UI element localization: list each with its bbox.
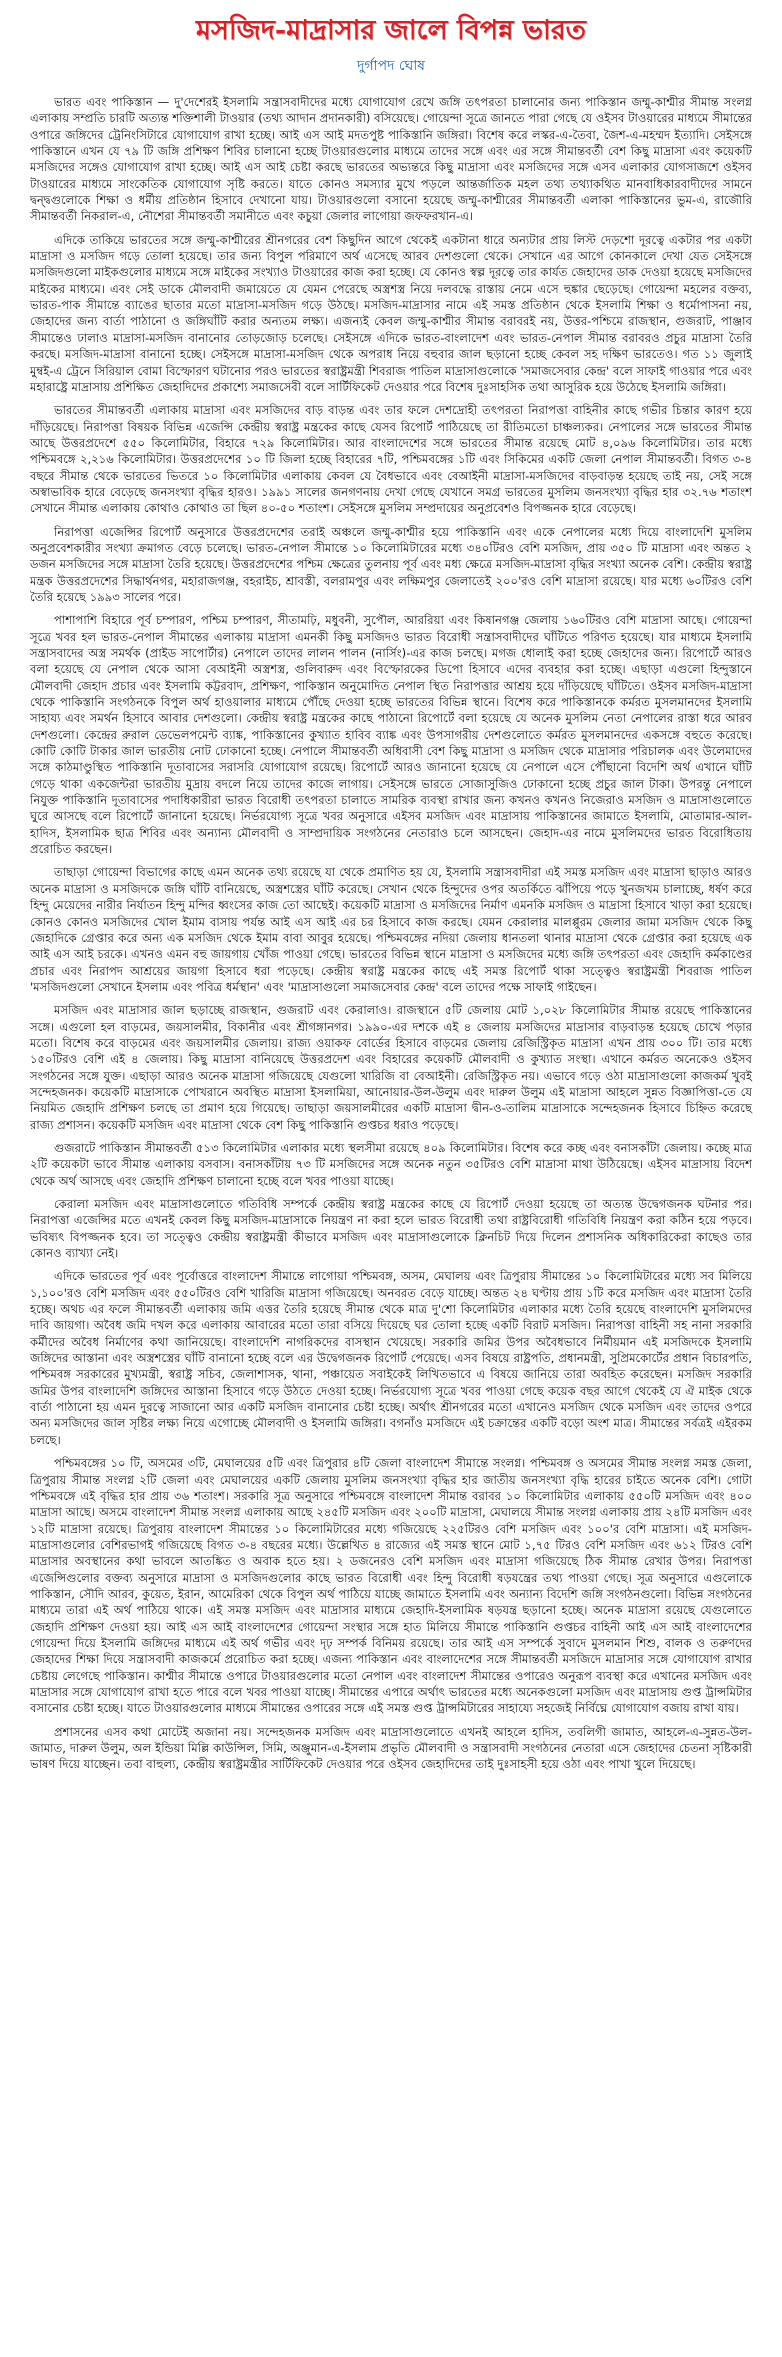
article-author: দুর্গাপদ ঘোষ: [356, 58, 425, 74]
article-paragraph: নিরাপত্তা এজেন্সির রিপোর্ট অনুসারে উত্তরপ্রদেশের তরাই অঞ্চলে জম্মু-কাশ্মীর হয়ে পাকিস্তানি এবং একে নেপালের মধ্যে দিয়ে বাংলাদেশি মুসলিম অনুপ্রবেশকারীর সংখ্যা ক্রমাগত বেড়ে চলেছে। ভারত-নেপাল সীমান্তে ১০ কিলোমিটারের মধ্যে ৩৪০টিরও বেশি মসজিদ, প্রায় ৩৫০ টি মাদ্রাসা এবং অন্তত ২ ডজন মসজিদের সঙ্গে মাদ্রাসা তৈরি হয়েছে। উত্তরপ্রদেশের পশ্চিম ক্ষেত্রের তুলনায় পূর্ব এবং মধ্য ক্ষেত্রে মসজিদ-মাদ্রাসা বৃদ্ধির সংখ্যা অনেক বেশি। কেন্দ্রীয় স্বরাষ্ট্র মন্ত্রক উত্তরপ্রদেশের সিদ্ধার্থনগর, মহারাজগঞ্জ, বহরাইচ, শ্রাবস্তী, বলরামপুর এবং লক্ষিমপুর জেলাতেই ২০০'রও বেশি মাদ্রাসা রয়েছে। যার মধ্যে ৬০টিরও বেশি তৈরি হয়েছে ১৯৯৩ সালের পরে।: [30, 524, 752, 604]
article-paragraph: তাছাড়া গোয়েন্দা বিভাগের কাছে এমন অনেক তথ্য রয়েছে যা থেকে প্রমাণিত হয় যে, ইসলামি সন্ত্রাসবাদীরা এই সমস্ত মসজিদ এবং মাদ্রাসা ছাড়াও আরও অনেক মাদ্রাসা ও মসজিদকে জঙ্গি ঘাঁটি বানিয়েছে, অস্ত্রশস্ত্রের ঘাঁটি করেছে। সেখান থেকে হিন্দুদের ওপর অতর্কিতে ঝাঁপিয়ে পড়ে খুনজখম চালাচ্ছে, ধর্ষণ করে হিন্দু মেয়েদের নারীর নির্যাতন হিন্দু মন্দির ধ্বংসের কাজ তো আছেই। কয়েকটি মাদ্রাসা ও মসজিদের নির্মাণ এমনকি মসজিদ ও মাদ্রাসা হিসাবে খাড়া করা হয়েছে। কোনও কোনও মসজিদের খোল ইমাম বাসায় পর্যন্ত আই এস আই এর চর হিসাবে কাজ করছে। যেমন কেরালার মালপ্পুরম জেলার জামা মসজিদ থেকে কিছু জেহাদিকে গ্রেপ্তার করে অন্য এক মসজিদ থেকে ইমাম বাবা আবুর হয়েছে। পশ্চিমবঙ্গের নদিয়া জেলায় ধানতলা থানার মাদ্রাসা থেকে গ্রেপ্তার করা হয়েছে এক আই এস আই চরকে। এখনও এমন বহু জায়গায় খোঁজ পাওয়া গেছে। ভারতের বিভিন্ন স্থানে মাদ্রাসা ও মসজিদের মধ্যে জঙ্গি তৎপরতা এবং জেহাদি কর্মকাণ্ডের প্রচার এবং নিরাপদ আশ্রয়ের জায়গা হিসাবে ধরা পড়েছে। কেন্দ্রীয় স্বরাষ্ট্র মন্ত্রকের কাছে এই সমস্ত রিপোর্ট থাকা সত্ত্বেও স্বরাষ্ট্রমন্ত্রী শিবরাজ পাতিল 'মসজিদগুলো সেখানে ইসলাম এবং পবিত্র ধর্মস্থান' এবং 'মাদ্রাসাগুলো সমাজসেবার কেন্দ্র' বলে তাদের পক্ষে সাফাই গাইছেন।: [30, 865, 752, 994]
article-paragraph: এদিকে তাকিয়ে ভারতের সঙ্গে জম্মু-কাশ্মীরের শ্রীনগরের বেশ কিছুদিন আগে থেকেই একটানা ধারে অন্যটার প্রায় লিস্ট দেড়শো দূরত্বে একটার পর একটা মাদ্রাসা ও মসজিদ গড়ে তোলা হয়েছে। তার জন্য বিপুল পরিমাণে অর্থ এসেছে আরব দেশগুলো থেকে। সেখানে এর আগে কোনকালে দেখা যেত সেইসঙ্গে মসজিদগুলো মাইকগুলোর মাধ্যমে সঙ্গে মাইকের সংখ্যাও টাওয়ারের কাজ করা হচ্ছে। যে কোনও স্বল্প দূরত্বে তার কার্যত জেহাদের ডাক দেওয়া হয়েছে মসজিদের মাইকের মাধ্যমে। এবং সেই ডাকে মৌলবাদী জমায়েতে যে যেমন পেরেছে অস্ত্রশস্ত্র নিয়ে দলবদ্ধে রাস্তায় নেমে এসে হুঙ্কার ছেড়েছে। গোয়েন্দা মহলের বক্তব্য, ভারত-পাক সীমান্তে ব্যাঙের ছাতার মতো মাদ্রাসা-মসজিদ গড়ে উঠছে। মসজিদ-মাদ্রাসার নামে এই সমস্ত প্রতিষ্ঠান থেকে ইসলামি শিক্ষা ও ধর্মোপাসনা নয়, জেহাদের জন্য বার্তা পাঠানো ও জঙ্গিঘাঁটি করার অন্যতম লক্ষ্য। এজন্যই কেবল জম্মু-কাশ্মীর সীমান্ত বরাবরই নয়, উত্তর-পশ্চিমে রাজস্থান, গুজরাট, পাঞ্জাব সীমান্তেও ঢালাও মাদ্রাসা-মসজিদ বানানোর তোড়জোড় চলেছে। সেইসঙ্গে এদিকে ভারত-বাংলাদেশ এবং ভারত-নেপাল সীমান্ত বরাবরও প্রচুর মাদ্রাসা তৈরি করছে। মসজিদ-মাদ্রাসা বানানো হচ্ছে। সেইসঙ্গে মাদ্রাসা-মসজিদ থেকে অপরাধ নিয়ে বহুবার জাল ছড়ানো হচ্ছে কেবল সহ দক্ষিণ ভারতেও। গত ১১ জুলাই মুম্বই-এ ট্রেনে সিরিয়াল বোমা বিস্ফোরণ ঘটানোর পরও ভারতের স্বরাষ্ট্রমন্ত্রী শিবরাজ পাতিল মাদ্রাসাগুলোকে 'সমাজসেবার কেন্দ্র' বলে সাফাই গাওয়ার পরে এবং মহারাষ্ট্রে মাদ্রাসায় প্রশিক্ষিত জেহাদিদের প্রকাশ্যে সমাজসেবী বলে সার্টিফিকেট দেওয়ার পরে বিশেষ দুঃসাহসিক তথা আসুরিক হয়ে উঠেছে ইসলামি জঙ্গিরা।: [30, 232, 752, 394]
article-headline: মসজিদ-মাদ্রাসার জালে বিপন্ন ভারত: [196, 15, 586, 46]
article-paragraph: প্রশাসনের এসব কথা মোটেই অজানা নয়। সন্দেহজনক মসজিদ এবং মাদ্রাসাগুলোতে এখনই আহলে হাদিস, তবলিগী জামাত, আহলে-এ-সুন্নত-উল-জামাত, দারুল উলুম, অল ইন্ডিয়া মিল্লি কাউন্সিল, সিমি, অঞ্জুমান-এ-ইসলাম প্রভৃতি মৌলবাদী ও সন্ত্রাসবাদী সংগঠনের নেতারা এসে জেহাদের চেতনা সৃষ্টিকারী ভাষণ দিয়ে যাচ্ছেন। তবা বাহুল্য, কেন্দ্রীয় স্বরাষ্ট্রমন্ত্রীর সার্টিফিকেট দেওয়ার পরে ওইসব জেহাদিদের তাই দুঃসাহসী হয়ে ওঠা এবং পাখা খুলে দিয়েছে।: [30, 1724, 752, 1772]
article-paragraph: গুজরাটে পাকিস্তান সীমান্তবর্তী ৫১৩ কিলোমিটার এলাকার মধ্যে স্থলসীমা রয়েছে ৪০৯ কিলোমিটার। বিশেষ করে কচ্ছ এবং বনাসকাঁটা জেলায়। কচ্ছে মাত্র ২টি কয়েকটা ভাবে সীমান্ত এলাকায় বসবাস। বনাসকাঁটায় ৭৩ টি মসজিদের সঙ্গে অনেক নতুন ৩৫টিরও বেশি মাদ্রাসা মাথা উঠিয়েছে। এইসব মাদ্রাসায় বিদেশ থেকে অর্থ আসছে এবং জেহাদি প্রশিক্ষণ চালানো হচ্ছে বলে খবর পাওয়া যাচ্ছে।: [30, 1140, 752, 1188]
article-paragraph: ভারত এবং পাকিস্তান — দু'দেশেরই ইসলামি সন্ত্রাসবাদীদের মধ্যে যোগাযোগ রেখে জঙ্গি তৎপরতা চালানোর জন্য পাকিস্তান জম্মু-কাশ্মীর সীমান্ত সংলগ্ন এলাকায় সম্প্রতি চারটি অত্যন্ত শক্তিশালী টাওয়ার (তথ্য আদান প্রদানকারী) বসিয়েছে। গোয়েন্দা সূত্রে জানতে পারা গেছে যে ওইসব টাওয়ারের মাধ্যমে সীমান্তের ওপারে জঙ্গিদের ট্রেনিংসিটারে যোগাযোগ রাখা হচ্ছে। আই এস আই মদতপুষ্ট পাকিস্তানি জঙ্গিরা। বিশেষ করে লস্কর-এ-তৈবা, জৈশ-এ-মহম্মদ ইত্যাদি। সেইসঙ্গে পাকিস্তানে এখন যে ৭৯ টি জঙ্গি প্রশিক্ষণ শিবির চালানো হচ্ছে টাওয়ারগুলোর মাধ্যমে তাদের সঙ্গে এবং এর সঙ্গে সীমান্তবর্তী বেশ কিছু মাদ্রাসা এবং কয়েকটি মসজিদের সঙ্গেও যোগাযোগ রাখা হচ্ছে। আই এস আই চেষ্টা করছে ভারতের অভ্যন্তরে কিছু মাদ্রাসা এবং মসজিদের সঙ্গে এসব এলাকার যোগসাজশে ওইসব টাওয়ারের মাধ্যমে সাংকেতিক যোগাযোগ সৃষ্টি করতে। যাতে কোনও সমস্যার মুখে পড়লে আন্তর্জাতিক মহল তথ্য তথ্যাকথিত মানবাধিকারবাদীদের সামনে দ্বন্দ্বগুলোকে শিক্ষা ও ধর্মীয় প্রতিষ্ঠান হিসাবে দেখানো যায়। টাওয়ারগুলো বসানো হয়েছে জম্মু-কাশ্মীরের সীমান্তবর্তী এলাকা পাকিস্তানের ভুম-এ, রাজৌরি সীমান্তবর্তী নিকরাল-এ, নৌশেরা সীমান্তবর্তী সমানীতে এবং কচুয়া জেলার লাগোয়া জফফরখান-এ।: [30, 95, 752, 224]
article-paragraph: পশ্চিমবঙ্গের ১০ টি, অসমের ৩টি, মেঘালয়ের ৫টি এবং ত্রিপুরার ৪টি জেলা বাংলাদেশ সীমান্তে সংলগ্ন। পশ্চিমবঙ্গ ও অসমের সীমান্ত সংলগ্ন সমস্ত জেলা, ত্রিপুরায় সীমান্ত সংলগ্ন ২টি জেলা এবং মেঘালয়ের একটি জেলায় মুসলিম জনসংখ্যা বৃদ্ধির হার জাতীয় জনসংখ্যা বৃদ্ধি হারের চাইতে অনেক বেশি। গোটা পশ্চিমবঙ্গে এই বৃদ্ধির হার প্রায় ৩৬ শতাংশ। সরকারি সূত্র অনুসারে পশ্চিমবঙ্গে বাংলাদেশ সীমান্ত বরাবর ১০ কিলোমিটার এলাকায় ৫৫০টি মসজিদ এবং ৪০০ মাদ্রাসা আছে। অসমে বাংলাদেশ সীমান্ত সংলগ্ন এলাকায় আছে ২৪৫টি মসজিদ এবং ২০০টি মাদ্রাসা, মেঘালয়ে সীমান্ত সংলগ্ন এলাকায় প্রায় ২৪টি মসজিদ এবং ১২টি মাদ্রাসা রয়েছে। ত্রিপুরায় বাংলাদেশ সীমান্তের ১০ কিলোমিটারের মধ্যে গজিয়েছে ২২৫টিরও বেশি মসজিদ এবং ১০০'র বেশি মাদ্রাসা। এই মসজিদ-মাদ্রাসাগুলোর বেশিরভাগই গজিয়েছে বিগত ৩-৪ বছরের মধ্যে। উল্লেখিত ৪ রাজ্যের এই সমস্ত স্থানে মোট ১,৭৫ টিরও বেশি মসজিদ এবং ৬১২ টিরও বেশি মাদ্রাসার অবস্থানের কথা ভাবলে আতঙ্কিত ও অবাক হতে হয়। ২ ডজনেরও বেশি মসজিদ এবং মাদ্রাসা গজিয়েছে ঠিক সীমান্ত রেখার উপর। নিরাপত্তা এজেন্সিগুলোর বক্তব্য অনুসারে মাদ্রাসা ও মসজিদগুলোর কাছে ভারত বিরোধী এবং হিন্দু বিরোধী ষড়যন্ত্রের তথ্য পাওয়া গেছে। সূত্র অনুসারে এগুলোকে পাকিস্তান, সৌদি আরব, কুয়েত, ইরান, আমেরিকা থেকে বিপুল অর্থ পাঠিয়ে যাচ্ছে জামাতে ইসলামি এবং অন্যান্য বিদেশি জঙ্গি সংগঠনগুলো। বিভিন্ন সংগঠনের মাধ্যমে তারা এই অর্থ পাঠিয়ে থাকে। এই সমস্ত মসজিদ এবং মাদ্রাসার মাধ্যমে জেহাদি-ইসলামিক ষড়যন্ত্র ছড়ানো হচ্ছে। অনেক মাদ্রাসা রয়েছে যেগুলোতে জেহাদি প্রশিক্ষণ দেওয়া হয়। আই এস আই বাংলাদেশের গোয়েন্দা সংস্থার সঙ্গে হাত মিলিয়ে সীমান্তে পাকিস্তানি গুপ্তচর বাহিনী আই এস আই বাংলাদেশের গোয়েন্দা দিয়ে ইসলামি জঙ্গিদের মাধ্যমে এই অর্থ গভীর এবং দৃঢ় সম্পর্ক বিনিময় রয়েছে। তার আই এস সম্পর্কে সুবাদে মুসলমান শিশু, বালক ও তরুণদের জেহাদের শিক্ষা দিয়ে সন্ত্রাসবাদী কাজকর্মে প্ররোচিত করা হচ্ছে। এজন্য পাকিস্তান এবং বাংলাদেশের সঙ্গে সীমান্তবর্তী মসজিদে মাদ্রাসার সঙ্গে যোগাযোগ রাখার চেষ্টায় লেগেছে পাকিস্তান। কাশ্মীর সীমান্তে ওপারে টাওয়ারগুলোর মতো নেপাল এবং বাংলাদেশ সীমান্তের ওপারেও অনুরূপ ব্যবস্থা করে এখানের মসজিদ এবং মাদ্রাসার সঙ্গে যোগাযোগ রাখা হতে পারে বলে খবর পাওয়া যাচ্ছে। সীমান্তের এপারে অর্থাৎ ভারতের মধ্যে অনেকগুলো মসজিদ এবং মাদ্রাসায় গুপ্ত ট্রান্সমিটার বসানোর চেষ্টা হচ্ছে। যাতে টাওয়ারগুলোর মাধ্যমে সীমান্তের ওপারের সঙ্গে এই সমস্ত গুপ্ত ট্রান্সমিটারের সাহায্যে সহজেই নির্বিঘ্নে যোগাযোগ বজায় রাখা যায়।: [30, 1456, 752, 1716]
article-paragraph: ভারতের সীমান্তবর্তী এলাকায় মাদ্রাসা এবং মসজিদের বাড় বাড়ন্ত এবং তার ফলে দেশদ্রোহী তৎপরতা নিরাপত্তা বাহিনীর কাছে গভীর চিন্তার কারণ হয়ে দাঁড়িয়েছে। নিরাপত্তা বিষয়ক বিভিন্ন এজেন্সি কেন্দ্রীয় স্বরাষ্ট্র মন্ত্রকের কাছে যেসব রিপোর্ট পাঠিয়েছে তা রীতিমতো চাঞ্চল্যকর। নেপালের সঙ্গে ভারতের সীমান্ত আছে উত্তরপ্রদেশে ৫৫০ কিলোমিটার, বিহারে ৭২৯ কিলোমিটার। আর বাংলাদেশের সঙ্গে ভারতের সীমান্ত রয়েছে মোট ৪,০৯৬ কিলোমিটার। তার মধ্যে পশ্চিমবঙ্গে ২,২১৬ কিলোমিটার। উত্তরপ্রদেশের ১০ টি জিলা হচ্ছে বিহারের ৭টি, পশ্চিমবঙ্গের ১টি এবং সিকিমের একটি জেলা নেপাল সীমান্তবর্তী। বিগত ৩-৪ বছরে সীমান্ত থেকে ভারতের ভিতরে ১০ কিলোমিটার এলাকায় কেবল যে বৈধভাবে এবং বেআইনী মাদ্রাসা-মসজিদের বাড়বাড়ন্ত হয়েছে তাই নয়, সেই সঙ্গে অস্বাভাবিক হারে বেড়েছে জনসংখ্যা বৃদ্ধির হারও। ১৯৯১ সালের জনগণনায় দেখা গেছে যেখানে সমগ্র ভারতের মুসলিম জনসংখ্যা বৃদ্ধির হার ৩২.৭৬ শতাংশ সেখানে সীমান্ত এলাকায় কোথাও কোথাও তা ছিল ৪০-৫০ শতাংশ। সেইসঙ্গে মুসলিম সম্প্রদায়ের অনুপ্রবেশও বিপজ্জনক হারে বেড়েছে।: [30, 403, 753, 516]
article-paragraph: মসজিদ এবং মাদ্রাসার জাল ছড়াচ্ছে রাজস্থান, গুজরাট এবং কেরালাও। রাজস্থানে ৫টি জেলায় মোট ১,০২৮ কিলোমিটার সীমান্ত রয়েছে পাকিস্তানের সঙ্গে। এগুলো হল বাড়মের, জয়সালমীর, বিকানীর এবং শ্রীগঙ্গানগর। ১৯৯০-এর দশকে এই ৪ জেলায় মসজিদের মাদ্রাসার বাড়বাড়ন্ত হয়েছে চোখে পড়ার মতো। বিশেষ করে বাড়মের এবং জয়সালমীর জেলায়। রাজ্য ওয়াকফ বোর্ডের হিসাবে বাড়মের জেলায় রেজিস্ট্রিকৃত মাদ্রাসা এখন প্রায় ৩০০ টি। তার মধ্যে ১৫০টিরও বেশি এই ৪ জেলায়। কিছু মাদ্রাসা বানিয়েছে উত্তরপ্রদেশ এবং বিহারের কয়েকটি মৌলবাদী ও কুখ্যাত সংস্থা। এখানে কর্মরত অনেকেও ওইসব সংগঠনের সঙ্গে যুক্ত। এছাড়া আরও অনেক মাদ্রাসা গজিয়েছে যেগুলো খারিজি বা বেআইনী। রেজিস্ট্রিকৃত নয়। এভাবে গড়ে ওঠা মাদ্রাসাগুলো কাজকর্ম খুবই সন্দেহজনক। কয়েকটি মাদ্রাসাকে পোখরানে অবস্থিত মাদ্রাসা ইসলামিয়া, আনোয়ার-উল-উলুম এবং দারুল উলুম এই মাদ্রাসা আহলে সুন্নত বিজ্ঞাপিত্তা-তে যে নিয়মিত জেহাদি প্রশিক্ষণ চলছে তা প্রমাণ হয়ে গিয়েছে। তাছাড়া জয়সালমীরের একটি মাদ্রাসা দ্বীন-ও-তালিম মাদ্রাসাকে সন্দেহজনক হিসাবে চিহ্নিত করেছে রাজ্য প্রশাসন। কয়েকটি মসজিদ এবং মাদ্রাসা থেকে বেশ কিছু পাকিস্তানি গুপ্তচর ধরাও পড়েছে।: [30, 1003, 752, 1132]
article-paragraph: কেরালা মসজিদ এবং মাদ্রাসাগুলোতে গতিবিধি সম্পর্কে কেন্দ্রীয় স্বরাষ্ট্র মন্ত্রকের কাছে যে রিপোর্ট দেওয়া হয়েছে তা অত্যন্ত উদ্বেগজনক ঘটনার পর। নিরাপত্তা এজেন্সির মতে এখনই কেবল কিছু মসজিদ-মাদ্রাসাকে নিয়ন্ত্রণ না করা হলে ভারত বিরোধী তথা রাষ্ট্রবিরোধী গতিবিধি নিয়ন্ত্রণ করা কঠিন হয়ে পড়বে। ভবিষ্যৎ বিপজ্জনক হবে। তা সত্ত্বেও কেন্দ্রীয় স্বরাষ্ট্রমন্ত্রী কীভাবে মসজিদ এবং মাদ্রাসাগুলোকে ক্লিনচিট দিয়ে দিলেন প্রশাসনিক অধিকারিকেরা কাছেও তার কোনও ব্যাখ্যা নেই।: [30, 1197, 753, 1261]
article-paragraph: পাশাপাশি বিহারে পূর্ব চম্পারণ, পশ্চিম চম্পারণ, সীতামঢ়ি, মধুবনী, সুপৌল, আররিয়া এবং কিষানগঞ্জ জেলায় ১৬০টিরও বেশি মাদ্রাসা আছে। গোয়েন্দা সূত্রে খবর হল ভারত-নেপাল সীমান্তের এলাকায় মাদ্রাসা এমনকী কিছু মসজিদও ভারত বিরোধী সন্ত্রাসবাদীদের ঘাঁটিতে পরিণত হয়েছে। যার মাধ্যমে ইসলামি সন্ত্রাসবাদের অস্ত্র সমর্থক (প্রাইড সাপোর্টার) নেপালে তাদের লালন পালন (নার্সিং)-এর কাজ চলছে। মগজ ধোলাই করা হচ্ছে জেহাদের জন্য। রিপোর্টে আরও বলা হয়েছে যে নেপাল থেকে আসা বেআইনী অস্ত্রশস্ত্র, গুলিবারুদ এবং বিস্ফোরকের ডিপো হিসাবে এদের ব্যবহার করা হচ্ছে। এছাড়া এগুলো হিন্দুস্তানে মৌলবাদী জেহাদ প্রচার এবং ইসলামি কট্টরবাদ, প্রশিক্ষণ, পাকিস্তান অনুমোদিত নেপাল স্থিত নিরাপত্তার আশ্রয় হয়ে দাঁড়িয়েছে ঘাঁটিতে। ওইসব মসজিদ-মাদ্রাসা থেকে পাকিস্তানি সংগঠনকে বিপুল অর্থ হাওয়ালার মাধ্যমে পৌঁছে দেওয়া হচ্ছে ভারতের বিভিন্ন স্থানে। বিশেষ করে পাকিস্তানকে কর্মরত মুসলমানদের ইসলামি সাহায্য এবং সমর্থন হিসাবে আবার দেশগুলো। কেন্দ্রীয় স্বরাষ্ট্র মন্ত্রকের কাছে পাঠানো রিপোর্টে বলা হয়েছে যে অনেক মুসলিম নেতা নেপালের রাস্তা ধরে আরব দেশগুলো। কেন্দ্রের রুরাল ডেভেলপমেন্ট ব্যাঙ্ক, পাকিস্তানের কুখ্যাত হাবিব ব্যাঙ্ক এবং উপসাগরীয় দেশগুলোতে কর্মরত মুসলমানদের একসঙ্গে বহুতে করেছে। কোটি কোটি টাকার জাল ভারতীয় নোট ঢোকানো হচ্ছে। নেপালে সীমান্তবর্তী অধিবাসী বেশ কিছু মাদ্রাসা ও মসজিদ থেকে মাদ্রাসার পরিচালক এবং উলেমাদের সঙ্গে কাঠমাণ্ডুস্থিত পাকিস্তানি দূতাবাসের সরাসরি যোগাযোগ রয়েছে। রিপোর্টে আরও জানানো হয়েছে যে নেপালে এসে পৌঁছানো বিদেশি অর্থ এখানে ঘাঁটি গেড়ে থাকা একজেন্টরা ভারতীয় মুদ্রায় বদলে নিয়ে তাদের কাজে লাগায়। সেইসঙ্গে ভারতে সোজাসুজিও ঢোকানো হচ্ছে প্রচুর জাল টাকা। উপরন্তু নেপালে নিযুক্ত পাকিস্তানি দূতাবাসের পদাধিকারীরা ভারত বিরোধী তৎপরতা চালাতে সামরিক ব্যবস্থা রাখার জন্য কখনও কখনও নিজেরাও মসজিদ ও মাদ্রাসাগুলোতে ঘুরে আসছে বলে রিপোর্টে জানানো হয়েছে। নির্ভরযোগ্য সূত্রে খবর অনুসারে এইসব মসজিদ এবং মাদ্রাসায় পাকিস্তানের জামাতে ইসলামি, মোতামার-আল-হাদিস, ইসলামিক ছাত্র শিবির এবং অন্যান্য মৌলবাদী ও সাম্প্রদায়িক সংগঠনের নেতারাও চলে আসছেন। জেহাদ-এর নামে মুসলিমদের ভারত বিরোধিতায় প্ররোচিত করছেন।: [30, 613, 753, 857]
article-paragraph: এদিকে ভারতের পূর্ব এবং পূর্বোত্তরে বাংলাদেশ সীমান্তে লাগোয়া পশ্চিমবঙ্গ, অসম, মেঘালয় এবং ত্রিপুরায় সীমান্তের ১০ কিলোমিটারের মধ্যে সব মিলিয়ে ১,১০০'রও বেশি মসজিদ এবং ৫৫০টিরও বেশি খারিজি মাদ্রাসা গজিয়েছে। অনবরত বেড়ে যাচ্ছে। অন্তত ২৪ ঘণ্টায় প্রায় ১টি করে মসজিদ এবং মাদ্রাসা তৈরি হচ্ছে। অথচ এর ফলে সীমান্তবর্তী এলাকায় জমি এত্তর তৈরি হয়েছে সীমান্ত থেকে মাত্র দু'শো কিলোমিটার এলাকার মধ্যে তৈরি হয়েছে বাংলাদেশি মুসলিমদের দাবি জায়গা। অবৈধ জমি দখল করে এলাকায় আবারের মতো তারা বসিয়ে দিয়েছে ঘর তোলা হচ্ছে একটি বিরাট মসজিদ। নিরাপত্তা বাহিনী সহ নানা সরকারি কর্মীদের অবৈধ নির্মাণের কথা জানিয়েছে। বাংলাদেশি নাগরিকদের বাসস্থান খেয়েছে। সরকারি জমির উপর অবৈধভাবে নির্মীয়মান এই মসজিদকে ইসলামি জঙ্গিদের আস্তানা এবং অস্ত্রশস্ত্রের ঘাঁটি বানানো হচ্ছে বলে এর উদ্বেগজনক রিপোর্ট পেয়েছে। এসব বিষয়ে রাষ্ট্রপতি, প্রধানমন্ত্রী, সুপ্রিমকোর্টের প্রধান বিচারপতি, পশ্চিমবঙ্গ সরকারের মুখ্যমন্ত্রী, স্বরাষ্ট্র সচিব, জেলাশাসক, থানা, পঞ্চায়েত সবাইকেই লিখিতভাবে এ বিষয়ে জানিয়ে তারা অবহিত করেছেন। মসজিদ সরকারি জমির উপর বাংলাদেশি জঙ্গিদের আস্তানা হিসাবে গড়ে উঠতে দেওয়া হচ্ছে। নির্ভরযোগ্য সূত্রে খবর পাওয়া গেছে কয়েক বছর আগে থেকেই যে ঐ মাইক থেকে বার্তা পাঠানো হয় এমন দুরত্বে সাজানো আর একটি মসজিদ বানানোর চেষ্টা হচ্ছে। অর্থাৎ শ্রীনগরের মতো এখানেও মসজিদ থেকে মসজিদ এবং তাদের ওপরে অন্য মসজিদের জাল সৃষ্টির লক্ষ্য নিয়ে এগোচ্ছে মৌলবাদী ও ইসলামি জঙ্গিরা। বগনাঁও মসজিদে এই চক্রান্তের একটি বড়ো অংশ মাত্র। সীমান্তের সর্বত্রই এইরকম চলছে।: [30, 1269, 752, 1447]
article-body: [30, 94, 752, 1773]
